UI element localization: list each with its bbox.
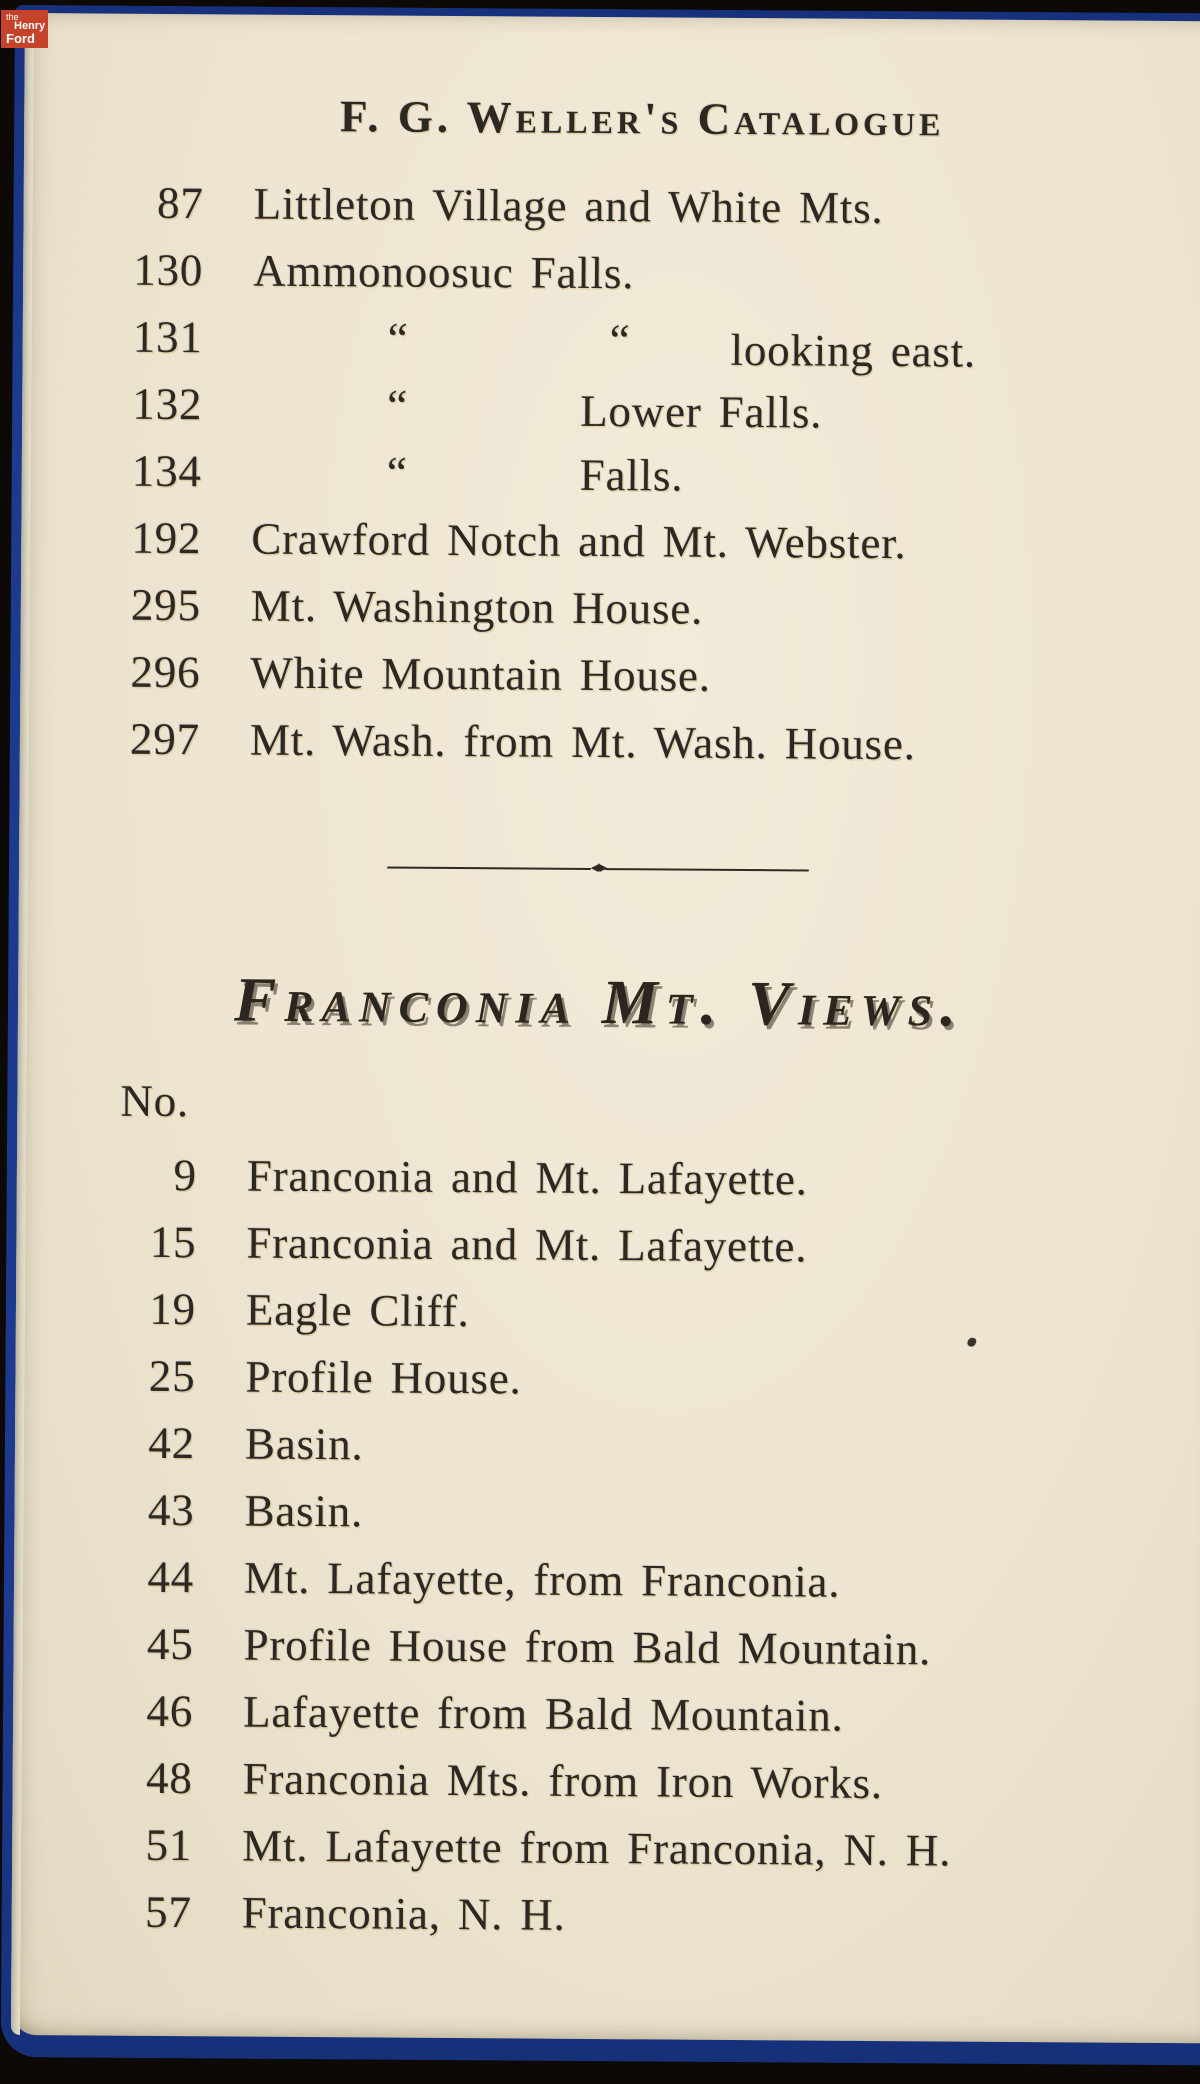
catalog-title-text xyxy=(194,1477,1200,1551)
catalog-number: 43 xyxy=(147,1484,195,1536)
catalog-title-text xyxy=(200,706,1200,780)
catalog-title-text xyxy=(197,1142,1200,1216)
title-part: Profile House. xyxy=(245,1351,522,1404)
title-part: looking east. xyxy=(730,324,977,377)
title-part: Basin. xyxy=(244,1418,364,1470)
catalog-number: 87 xyxy=(156,177,204,229)
catalog-row xyxy=(21,571,1200,646)
catalog-row xyxy=(22,370,1200,445)
divider-line-left xyxy=(387,867,591,870)
catalog-number: 295 xyxy=(130,579,202,631)
catalog-number: 9 xyxy=(173,1150,198,1201)
page-title: F. G. Weller's Catalogue xyxy=(339,91,945,146)
catalog-number: 192 xyxy=(131,512,202,564)
catalog-number: 131 xyxy=(132,311,203,363)
catalog-title-text xyxy=(200,639,1200,713)
catalog-title-text xyxy=(195,1343,1200,1417)
catalog-row xyxy=(13,1677,1200,1752)
title-part: Eagle Cliff. xyxy=(245,1284,470,1337)
catalog-number: 25 xyxy=(148,1350,196,1402)
catalog-row xyxy=(22,437,1200,512)
section-divider xyxy=(387,861,809,878)
catalog-row xyxy=(14,1476,1200,1551)
title-part: Littleton Village and White Mts. xyxy=(253,178,884,233)
title-part: Profile House from Bald Mountain. xyxy=(243,1619,932,1675)
catalog-title-text xyxy=(196,1209,1200,1283)
catalogue-page xyxy=(11,13,1200,2043)
catalog-title-text xyxy=(203,304,1200,378)
catalog-number: 132 xyxy=(132,378,203,430)
catalog-row xyxy=(23,169,1200,244)
ditto-mark: “ xyxy=(609,315,631,366)
catalog-number: 296 xyxy=(130,646,201,698)
catalog-row xyxy=(16,1208,1200,1283)
catalog-row xyxy=(20,638,1200,713)
catalog-number: 51 xyxy=(145,1819,193,1871)
catalog-title-text xyxy=(194,1544,1200,1618)
number-column-label: No. xyxy=(120,1075,190,1127)
catalog-row xyxy=(14,1543,1200,1618)
catalog-row xyxy=(23,303,1200,378)
title-part: Mt. Wash. from Mt. Wash. House. xyxy=(249,714,916,770)
ditto-mark: “ xyxy=(387,380,409,431)
title-part: Mt. Lafayette, from Franconia. xyxy=(243,1552,841,1607)
catalog-row xyxy=(21,504,1200,579)
catalog-row xyxy=(13,1610,1200,1685)
title-part: Lower Falls. xyxy=(580,385,823,438)
catalog-row xyxy=(15,1342,1200,1417)
catalog-title-text xyxy=(201,572,1200,646)
logo-text-henry: Henry xyxy=(14,20,46,32)
title-part: Crawford Notch and Mt. Webster. xyxy=(251,513,907,569)
catalog-number: 19 xyxy=(149,1283,197,1335)
catalog-title-text xyxy=(203,170,1200,244)
henry-ford-logo xyxy=(1,10,48,48)
catalog-row xyxy=(17,1141,1200,1216)
logo-text-ford: Ford xyxy=(6,31,35,46)
catalog-number: 57 xyxy=(144,1886,192,1938)
catalog-number: 15 xyxy=(149,1216,197,1268)
catalog-title-text xyxy=(195,1410,1200,1484)
franconia-list xyxy=(12,1141,1200,1953)
catalog-title-text xyxy=(193,1678,1200,1752)
catalog-title-text xyxy=(192,1745,1200,1819)
divider-ornament: ◂♦▸ xyxy=(590,859,605,877)
catalog-number: 45 xyxy=(146,1618,194,1670)
title-part: Franconia and Mt. Lafayette. xyxy=(246,1217,808,1272)
catalog-number: 44 xyxy=(147,1551,195,1603)
catalog-number: 134 xyxy=(131,445,202,497)
catalog-row xyxy=(12,1811,1200,1886)
ditto-mark: “ xyxy=(387,313,409,364)
catalog-number: 48 xyxy=(145,1752,193,1804)
title-part: White Mountain House. xyxy=(250,647,712,701)
title-part: Franconia, N. H. xyxy=(241,1887,566,1940)
catalog-title-text xyxy=(203,237,1200,311)
catalog-row xyxy=(16,1275,1200,1350)
logo-text-the: the xyxy=(6,12,19,22)
catalog-title-text xyxy=(192,1812,1200,1886)
catalog-title-text xyxy=(202,438,1200,512)
catalog-title-text xyxy=(202,371,1200,445)
title-part: Franconia Mts. from Iron Works. xyxy=(242,1753,884,1809)
title-part: Lafayette from Bald Mountain. xyxy=(242,1686,844,1741)
divider-line-right xyxy=(605,868,809,871)
catalog-row xyxy=(12,1744,1200,1819)
catalog-row xyxy=(20,705,1200,780)
catalog-title-text xyxy=(192,1879,1200,1953)
title-part: Basin. xyxy=(244,1485,364,1537)
title-part: Mt. Washington House. xyxy=(250,580,704,634)
ditto-mark: “ xyxy=(386,447,408,498)
title-part: Mt. Lafayette from Franconia, N. H. xyxy=(242,1820,952,1876)
catalog-row xyxy=(15,1409,1200,1484)
title-part: Falls. xyxy=(579,449,684,501)
catalog-row xyxy=(23,236,1200,311)
title-part: Franconia and Mt. Lafayette. xyxy=(246,1150,809,1205)
title-part: Ammonoosuc Falls. xyxy=(253,245,635,299)
catalog-number: 297 xyxy=(129,713,201,765)
catalog-title-text xyxy=(201,505,1200,579)
catalog-title-text xyxy=(196,1276,1200,1350)
section-title-franconia: Franconia Mt. Views. xyxy=(233,964,965,1040)
catalog-number: 46 xyxy=(146,1685,194,1737)
catalog-number: 42 xyxy=(148,1417,196,1469)
catalog-row xyxy=(12,1878,1200,1953)
catalog-title-text xyxy=(193,1611,1200,1685)
white-mountain-list xyxy=(20,169,1200,780)
catalog-number: 130 xyxy=(133,244,204,296)
